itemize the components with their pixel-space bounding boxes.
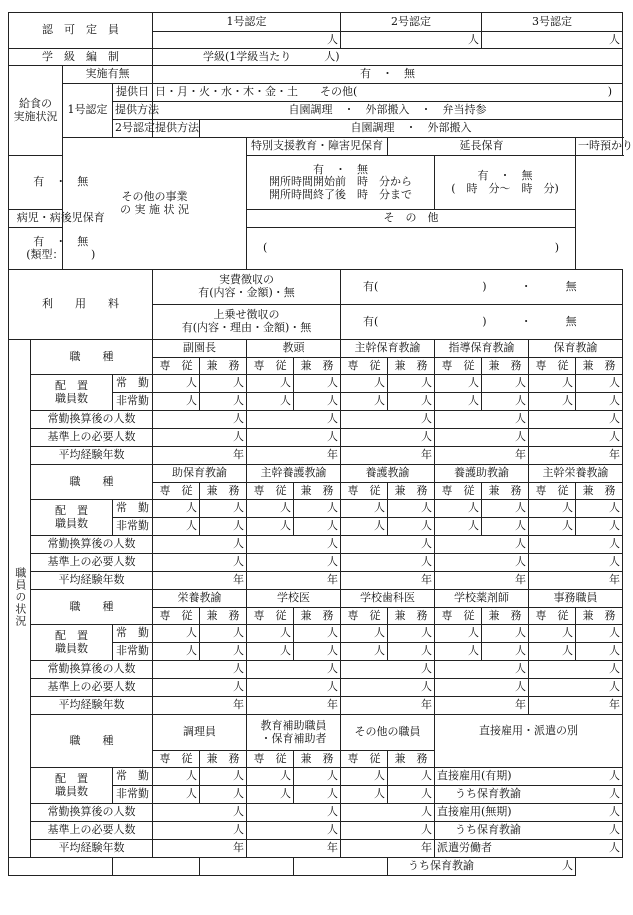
jisshi-label: 実施有無 [63,66,153,84]
ichiji-h: 一時預かり [576,138,623,156]
nintei-label: 認 可 定 員 [9,13,153,49]
sub-header-row: 専 従 兼 務 専 従 兼 務 専 従 兼 務 [9,751,623,768]
riyo-label: 利 用 料 [9,270,153,340]
ichiji-v[interactable]: 有 ・ 無 ( 時 分～ 時 分) [435,156,576,210]
kansan-row[interactable]: 常勤換算後の人数 人 人 人 人 人 [9,411,623,429]
hoho-opt1[interactable]: 自園調理 ・ 外部搬入 ・ 弁当持参 [153,102,623,120]
cat-2-1: 助保育教諭 [153,465,247,483]
cat-1-1: 副園長 [153,340,247,358]
g1-label: 1号認定 [63,84,113,138]
sub-header-row: 専 従 兼 務 専 従 兼 務 専 従 兼 務 専 従 兼 務 専 従 兼 務 [9,608,623,625]
haichi-label: 配 置 職員数 [31,768,113,804]
jokin-row[interactable]: 配 置 職員数 常 勤 人 人 人 人 人 人 人 人 人 人 [9,500,623,518]
heikin-row[interactable]: 平均経験年数 年 年 年 派遣労働者 人 [9,840,623,858]
cat-1-4: 指導保育教諭 [435,340,529,358]
heikin-row[interactable]: 平均経験年数 年 年 年 年 年 [9,572,623,590]
cat-4-1: 調理員 [153,715,247,751]
cat-3-4: 学校薬剤師 [435,590,529,608]
heikin-row[interactable]: 平均経験年数 年 年 年 年 年 [9,447,623,465]
shokushu-label-2: 職 種 [31,465,153,500]
haichi-label: 配 置 職員数 [31,500,113,536]
cat-3-1: 栄養教諭 [153,590,247,608]
riyo-r1-label: 実費徴収の 有(内容・金額)・無 [153,270,341,305]
koyo-r6[interactable]: うち保育教諭 人 [388,858,576,876]
kijun-row[interactable]: 基準上の必要人数 人 人 人 うち保育教諭 人 [9,822,623,840]
cat-2-2: 主幹養護教諭 [247,465,341,483]
koyo-r5[interactable]: 派遣労働者 人 [435,840,623,858]
haichi-label: 配 置 職員数 [31,625,113,661]
cat-3-5: 事務職員 [529,590,623,608]
koyo-r2[interactable]: うち保育教諭 人 [435,786,623,804]
nintei-v1[interactable]: 人 [153,32,341,49]
jokin-row[interactable]: 配 置 職員数 常 勤 人 人 人 人 人 人 人 人 人 人 [9,375,623,393]
hijokin-row[interactable]: 非常勤 人 人 人 人 人 人 人 人 人 人 [9,518,623,536]
hoho-opt2[interactable]: 自園調理 ・ 外部搬入 [200,120,623,138]
hijokin-row[interactable]: 非常勤 人 人 人 人 人 人 人 人 人 人 [9,393,623,411]
koyo-r1[interactable]: 直接雇用(有期) 人 [435,768,623,786]
haichi-label: 配 置 職員数 [31,375,113,411]
sonota-label: その他の事業 の 実 施 状 況 [63,138,247,270]
cat-3-3: 学校歯科医 [341,590,435,608]
kijun-row[interactable]: 基準上の必要人数 人 人 人 人 人 [9,429,623,447]
sonota-h: そ の 他 [247,210,576,228]
kansan-row[interactable]: 常勤換算後の人数 人 人 人 人 人 [9,661,623,679]
cat-2-3: 養護教諭 [341,465,435,483]
cat-1-3: 主幹保育教諭 [341,340,435,358]
riyo-r2-v[interactable]: 有( ) ・ 無 [341,305,623,340]
tokubetsu-umu[interactable]: 有 ・ 無 [9,156,113,210]
heikin-row[interactable]: 平均経験年数 年 年 年 年 年 [9,697,623,715]
koyo-r4[interactable]: うち保育教諭 人 [435,822,623,840]
hijokin-row[interactable]: 非常勤 人 人 人 人 人 人 うち保育教諭 人 [9,786,623,804]
gakkyu-label: 学 級 編 制 [9,49,153,66]
sonota-v[interactable]: ( ) [247,228,576,270]
encho-h: 延長保育 [388,138,576,156]
cat-4-3: その他の職員 [341,715,435,751]
kijun-row[interactable]: 基準上の必要人数 人 人 人 人 人 [9,679,623,697]
cat-3-2: 学校医 [247,590,341,608]
shokuin-label: 職員の状況 [9,340,31,858]
nintei-h1: 1号認定 [153,13,341,32]
cat-4-2: 教育補助職員 ・保育補助者 [247,715,341,751]
kyushoku-label: 給食の 実施状況 [9,66,63,156]
byoji-h: 病児・病後児保育 [9,210,113,228]
shokushu-label-3: 職 種 [31,590,153,625]
cat-2-5: 主幹栄養教諭 [529,465,623,483]
hijokin-row[interactable]: 非常勤 人 人 人 人 人 人 人 人 人 人 [9,643,623,661]
riyo-r1-v[interactable]: 有( ) ・ 無 [341,270,623,305]
nintei-h3: 3号認定 [482,13,623,32]
cat-4-4: 直接雇用・派遣の別 [435,715,623,768]
teikyobi-label: 提供日 [113,84,153,102]
shokushu-label-4: 職 種 [31,715,153,768]
encho-v[interactable]: 有 ・ 無 開所時間開始前 時 分から 開所時間終了後 時 分まで [247,156,435,210]
nintei-h2: 2号認定 [341,13,482,32]
hoho2-label: 提供方法 [153,120,200,138]
sub-header-row: 専 従 兼 務 専 従 兼 務 専 従 兼 務 専 従 兼 務 専 従 兼 務 [9,358,623,375]
g2-label: 2号認定 [113,120,153,138]
form-table [8,12,633,876]
teikyobi-days[interactable]: 日・月・火・水・木・金・土 その他( ) [153,84,623,102]
gakkyu-value[interactable]: 学級(1学級当たり 人) [153,49,623,66]
cat-2-4: 養護助教諭 [435,465,529,483]
tokubetsu-h: 特別支援教育・障害児保育 [247,138,388,156]
kijun-row[interactable]: 基準上の必要人数 人 人 人 人 人 [9,554,623,572]
shokushu-label-1: 職 種 [31,340,153,375]
koyo-r6-row[interactable] [9,858,623,876]
koyo-r3[interactable]: 直接雇用(無期) 人 [435,804,623,822]
jokin-row[interactable]: 配 置 職員数 常 勤 人 人 人 人 人 人 人 人 人 人 [9,625,623,643]
hoho-label: 提供方法 [113,102,153,120]
riyo-r2-label: 上乗せ徴収の 有(内容・理由・金額)・無 [153,305,341,340]
nintei-v3[interactable]: 人 [482,32,623,49]
jisshi-umu[interactable]: 有 ・ 無 [153,66,623,84]
cat-1-2: 教頭 [247,340,341,358]
kansan-row[interactable]: 常勤換算後の人数 人 人 人 直接雇用(無期) 人 [9,804,623,822]
cat-1-5: 保育教諭 [529,340,623,358]
byoji-v[interactable]: 有 ・ 無 (類型： ) [9,228,113,270]
jokin-row[interactable]: 配 置 職員数 常 勤 人 人 人 人 人 人 直接雇用(有期) 人 [9,768,623,786]
sub-header-row: 専 従 兼 務 専 従 兼 務 専 従 兼 務 専 従 兼 務 専 従 兼 務 [9,483,623,500]
kansan-row[interactable]: 常勤換算後の人数 人 人 人 人 人 [9,536,623,554]
nintei-v2[interactable]: 人 [341,32,482,49]
